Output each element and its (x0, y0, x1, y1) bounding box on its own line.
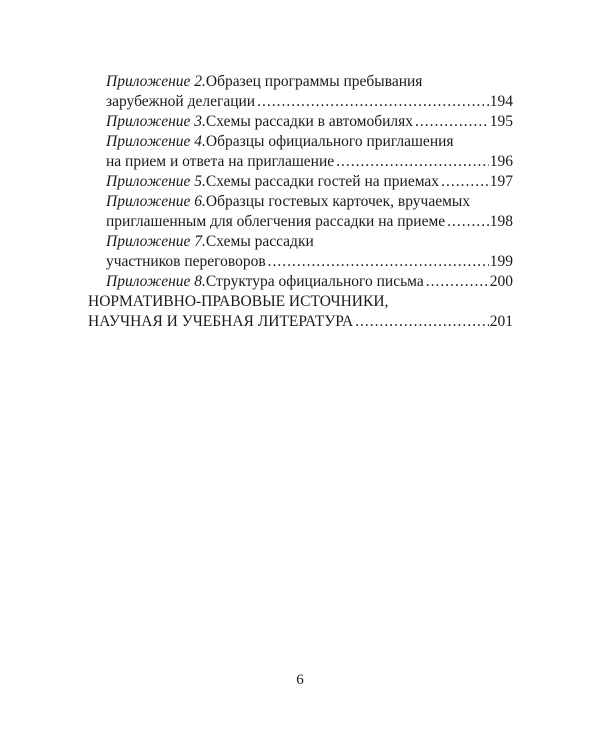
toc-entry-appendix-3 (88, 112, 513, 132)
toc-entry-prefix: Приложение 8. (106, 273, 206, 290)
toc-entry-line (88, 212, 513, 232)
toc-entry-line (88, 312, 513, 332)
dot-leader (268, 252, 489, 272)
toc-entry-prefix: Приложение 2. (106, 73, 206, 90)
page-number: 6 (296, 672, 304, 688)
toc-entry-line (88, 232, 513, 252)
toc-section-title-cont: НАУЧНАЯ И УЧЕБНАЯ ЛИТЕРАТУРА (88, 313, 354, 330)
toc-entry-title-cont: зарубежной делегации (106, 93, 256, 110)
toc-entry-title: Схемы рассадки гостей на приемах (205, 173, 440, 190)
toc-entry-prefix: Приложение 6. (106, 193, 206, 210)
toc-entry-prefix: Приложение 4. (106, 133, 206, 150)
toc-entry-page: 199 (489, 253, 513, 270)
toc-entry-line (88, 72, 513, 92)
toc-entry-line (88, 252, 513, 272)
dot-leader (336, 152, 489, 172)
dot-leader (441, 172, 489, 192)
dot-leader (426, 272, 489, 292)
toc-entry-title: Схемы рассадки (205, 233, 314, 250)
toc-entry-line (88, 92, 513, 112)
toc-entry-page: 196 (489, 153, 513, 170)
toc-entry-line (88, 292, 513, 312)
toc-entry-line (88, 152, 513, 172)
toc-entry-appendix-2 (88, 72, 513, 112)
toc-entry-line (88, 132, 513, 152)
toc-entry-title-cont: участников переговоров (106, 253, 266, 270)
toc-entry-line (88, 272, 513, 292)
toc-section-literature (88, 292, 513, 332)
toc-entry-appendix-8 (88, 272, 513, 292)
toc-entry-page: 200 (489, 273, 513, 290)
toc-entry-title: Образцы официального приглашения (205, 133, 454, 150)
toc-entry-line (88, 192, 513, 212)
table-of-contents (88, 72, 513, 332)
dot-leader (415, 112, 489, 132)
toc-entry-line (88, 112, 513, 132)
dot-leader (447, 212, 489, 232)
toc-entry-page: 198 (489, 213, 513, 230)
toc-entry-title-cont: на прием и ответа на приглашение (106, 153, 335, 170)
toc-entry-line (88, 172, 513, 192)
dot-leader (355, 312, 489, 332)
toc-entry-title: Образец программы пребывания (205, 73, 423, 90)
dot-leader (257, 92, 489, 112)
toc-entry-page: 194 (489, 93, 513, 110)
toc-entry-page: 201 (489, 313, 513, 330)
toc-entry-prefix: Приложение 3. (106, 113, 206, 130)
toc-entry-title-cont: приглашенным для облегчения рассадки на приеме (106, 213, 446, 230)
toc-entry-appendix-7 (88, 232, 513, 272)
toc-entry-prefix: Приложение 5. (106, 173, 206, 190)
toc-entry-prefix: Приложение 7. (106, 233, 206, 250)
toc-entry-title: Образцы гостевых карточек, вручаемых (205, 193, 471, 210)
toc-entry-appendix-4 (88, 132, 513, 172)
toc-entry-page: 197 (489, 173, 513, 190)
toc-entry-appendix-6 (88, 192, 513, 232)
toc-entry-appendix-5 (88, 172, 513, 192)
toc-entry-page: 195 (489, 113, 513, 130)
toc-entry-title: Структура официального письма (205, 273, 424, 290)
toc-entry-title: Схемы рассадки в автомобилях (205, 113, 414, 130)
toc-section-title: НОРМАТИВНО-ПРАВОВЫЕ ИСТОЧНИКИ, (88, 293, 389, 310)
